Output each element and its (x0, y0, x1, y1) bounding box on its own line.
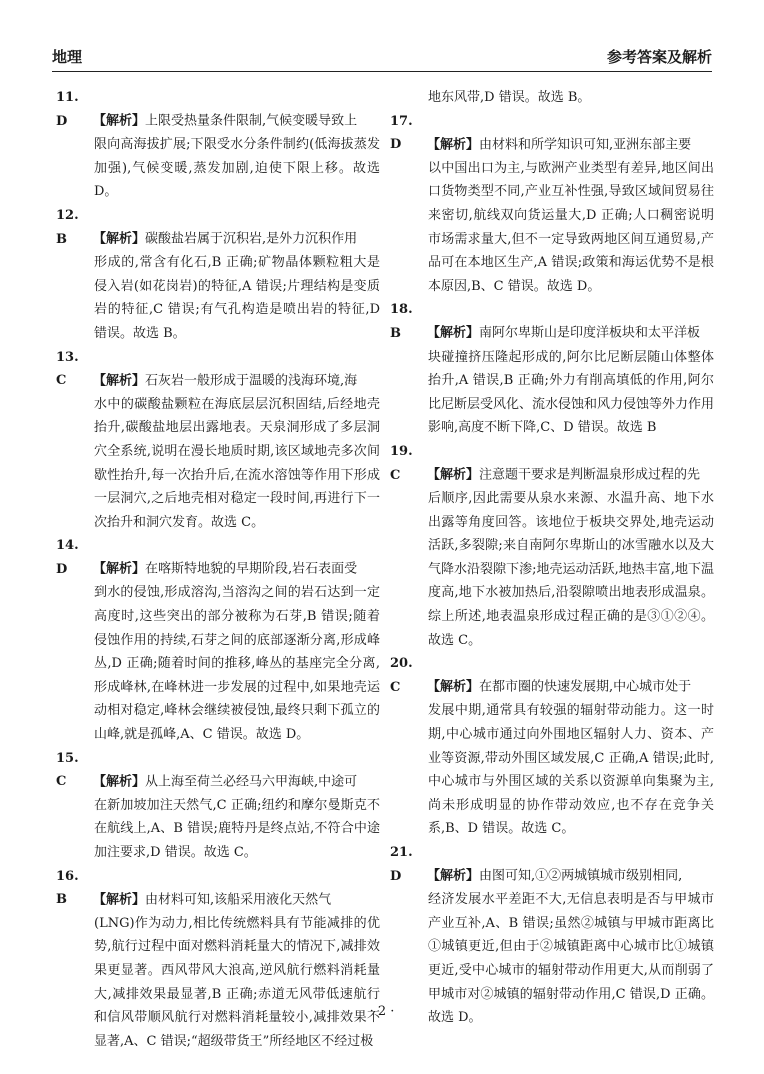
answer-item (390, 440, 714, 652)
answer-text-first: 上限受热量条件限制,气候变暖导致上 (145, 113, 358, 129)
answer-item (56, 86, 380, 204)
answer-first-line (56, 865, 380, 912)
header-divider (52, 71, 712, 72)
answer-text: 水中的碳酸盐颗粒在海底层层沉积固结,后经地壳抬升,碳酸盐地层出露地表。天泉洞形成了多层洞穴全系统,说明在漫长地质时期,该区域地壳多次间歇性抬升,每一次抬升后,在流水溶蚀等作用下形成一层洞穴,之后地壳相对稳定一段时间,再进行下一次抬升和洞穴发育。故选 C。 (94, 396, 380, 530)
answer-text: 限向高海拔扩展;下限受水分条件制约(低海拔蒸发加强),气候变暖,蒸发加剧,迫使下限上移。故选 D。 (94, 137, 380, 200)
right-column (390, 86, 714, 1030)
analysis-tag: 【解析】 (93, 231, 146, 247)
answer-text: 形成的,常含有化石,B 正确;矿物晶体颗粒粗大是侵入岩(如花岗岩)的特征,A 错误;片理结构是变质岩的特征,C 错误;有气孔构造是喷出岩的特征,D 错误。故选 B。 (94, 255, 380, 341)
answer-text: (LNG)作为动力,相比传统燃料具有节能减排的优势,航行过程中面对燃料消耗量大的情况下,减排效果更显著。西风带风大浪高,逆风航行燃料消耗量大,减排效果最显著,B 正确;赤道无风带低速航行和信风带顺风航行对燃料消耗量较小,减排效果不显著,A、C 错误;“超级带货王”所经地区不经过极 (94, 915, 380, 1049)
answer-first-line (390, 841, 714, 888)
analysis-tag: 【解析】 (427, 868, 480, 884)
answer-text: 块碰撞挤压隆起形成的,阿尔比尼断层随山体整体抬升,A 错误,B 正确;外力有削高填低的作用,阿尔比尼断层受风化、流水侵蚀和风力侵蚀等外力作用影响,高度不断下降,C、D 错误。故选 B (428, 349, 715, 436)
answer-number: 11. D (56, 90, 79, 129)
answer-text: 到水的侵蚀,形成溶沟,当溶沟之间的岩石达到一定高度时,这些突出的部分被称为石芽,B 错误;随着侵蚀作用的持续,石芽之间的底部逐渐分离,形成峰丛,D 正确;随着时间的推移,峰丛的基座完全分离,形成峰林,在峰林进一步发展的过程中,如果地壳运动相对稳定,峰林会继续被侵蚀,最终只剩下孤立的山峰,就是孤峰,A、C 错误。故选 D。 (94, 585, 380, 743)
answer-text-first: 南阿尔卑斯山是印度洋板块和太平洋板 (479, 325, 701, 341)
page-number: · 2 · (369, 1004, 395, 1019)
answer-number: 21. D (390, 845, 413, 884)
answer-item (390, 86, 714, 110)
page-header (52, 40, 712, 68)
answer-number: 19. C (390, 443, 413, 483)
answer-text: 地东风带,D 错误。故选 B。 (428, 90, 591, 105)
answer-text-first: 在喀斯特地貌的早期阶段,岩石表面受 (145, 561, 358, 577)
answer-first-line (56, 86, 380, 133)
answer-text-first: 由材料可知,该船采用液化天然气 (145, 892, 332, 908)
answer-first-line (390, 298, 714, 345)
answer-first-line (390, 110, 714, 157)
answer-text-first: 碳酸盐岩属于沉积岩,是外力沉积作用 (145, 231, 358, 247)
analysis-tag: 【解析】 (93, 892, 146, 908)
answer-number: 20. C (390, 656, 413, 695)
answer-item (56, 865, 380, 1054)
analysis-tag: 【解析】 (93, 113, 146, 129)
analysis-tag: 【解析】 (427, 137, 480, 153)
answer-item (390, 298, 714, 440)
analysis-tag: 【解析】 (93, 774, 146, 790)
answer-text-first: 由图可知,①②两城镇城市级别相同, (479, 868, 683, 884)
answer-item (390, 841, 714, 1030)
subject-label: 地理 (52, 48, 83, 66)
answer-item (56, 204, 380, 346)
answer-text: 发展中期,通常具有较强的辐射带动能力。这一时期,中心城市通过向外围地区辐射人力、资本、产业等资源,带动外围区域发展,C 正确,A 错误;此时,中心城市与外围区域的关系以资源单向集聚为主,尚未形成明显的协作带动效应,也不存在竞争关系,B、D 错误。故选 C。 (428, 703, 714, 837)
answer-number: 17. D (390, 113, 413, 153)
answer-first-line (390, 440, 714, 487)
answer-text-first: 从上海至荷兰必经马六甲海峡,中途可 (145, 774, 358, 790)
analysis-tag: 【解析】 (93, 373, 146, 389)
answer-first-line (56, 204, 380, 251)
analysis-tag: 【解析】 (427, 325, 480, 341)
answer-text: 在新加坡加注天然气,C 正确;纽约和摩尔曼斯克不在航线上,A、B 错误;鹿特丹是终点站,不符合中途加注要求,D 错误。故选 C。 (94, 797, 380, 860)
left-column (56, 86, 380, 1053)
header-title: 参考答案及解析 (606, 48, 712, 66)
answer-first-line (56, 534, 380, 581)
analysis-tag: 【解析】 (427, 679, 480, 695)
answer-first-line (56, 346, 380, 393)
answer-text-first: 由材料和所学知识可知,亚洲东部主要 (479, 137, 692, 153)
answer-first-line (390, 652, 714, 699)
answer-text-first: 石灰岩一般形成于温暖的浅海环境,海 (145, 373, 358, 389)
analysis-tag: 【解析】 (93, 561, 146, 577)
answer-text: 后顺序,因此需要从泉水来源、水温升高、地下水出露等角度回答。该地位于板块交界处,地壳运动活跃,多裂隙;来自南阿尔卑斯山的冰雪融水以及大气降水沿裂隙下渗;地壳运动活跃,地热丰富,地下温度高,地下水被加热后,沿裂隙喷出地表形成温泉。综上所述,地表温泉形成过程正确的是③①②④。故选 C。 (428, 491, 714, 648)
answer-number: 16. B (56, 868, 79, 908)
answer-item (56, 747, 380, 865)
answer-number: 13. C (56, 349, 79, 389)
answer-item (390, 652, 714, 841)
answer-text: 经济发展水平差距不大,无信息表明是否与甲城市产业互补,A、B 错误;虽然②城镇与甲城市距离比①城镇更近,但由于②城镇距离中心城市比①城镇更近,受中心城市的辐射带动作用更大,从而削弱了甲城市对②城镇的辐射带动作用,C 错误,D 正确。故选 D。 (428, 892, 714, 1026)
answer-text: 以中国出口为主,与欧洲产业类型有差异,地区间出口货物类型不同,产业互补性强,导致区域间贸易往来密切,航线双向货运量大,D 正确;人口稠密说明市场需求量大,但不一定导致两地区间互通贸易,产品可在本地区生产,A 错误;政策和海运优势不是根本原因,B、C 错误。故选 D。 (428, 160, 714, 294)
answer-text-first: 注意题干要求是判断温泉形成过程的先 (479, 467, 701, 483)
answer-item (56, 534, 380, 746)
answer-number: 18. B (390, 302, 413, 341)
answer-number: 12. B (56, 207, 79, 247)
answer-item (390, 110, 714, 299)
answer-number: 14. D (56, 538, 79, 577)
analysis-tag: 【解析】 (427, 467, 480, 483)
answer-item (56, 346, 380, 535)
answer-number: 15. C (56, 750, 79, 790)
answer-text-first: 在都市圈的快速发展期,中心城市处于 (479, 679, 692, 695)
answer-first-line (56, 747, 380, 794)
